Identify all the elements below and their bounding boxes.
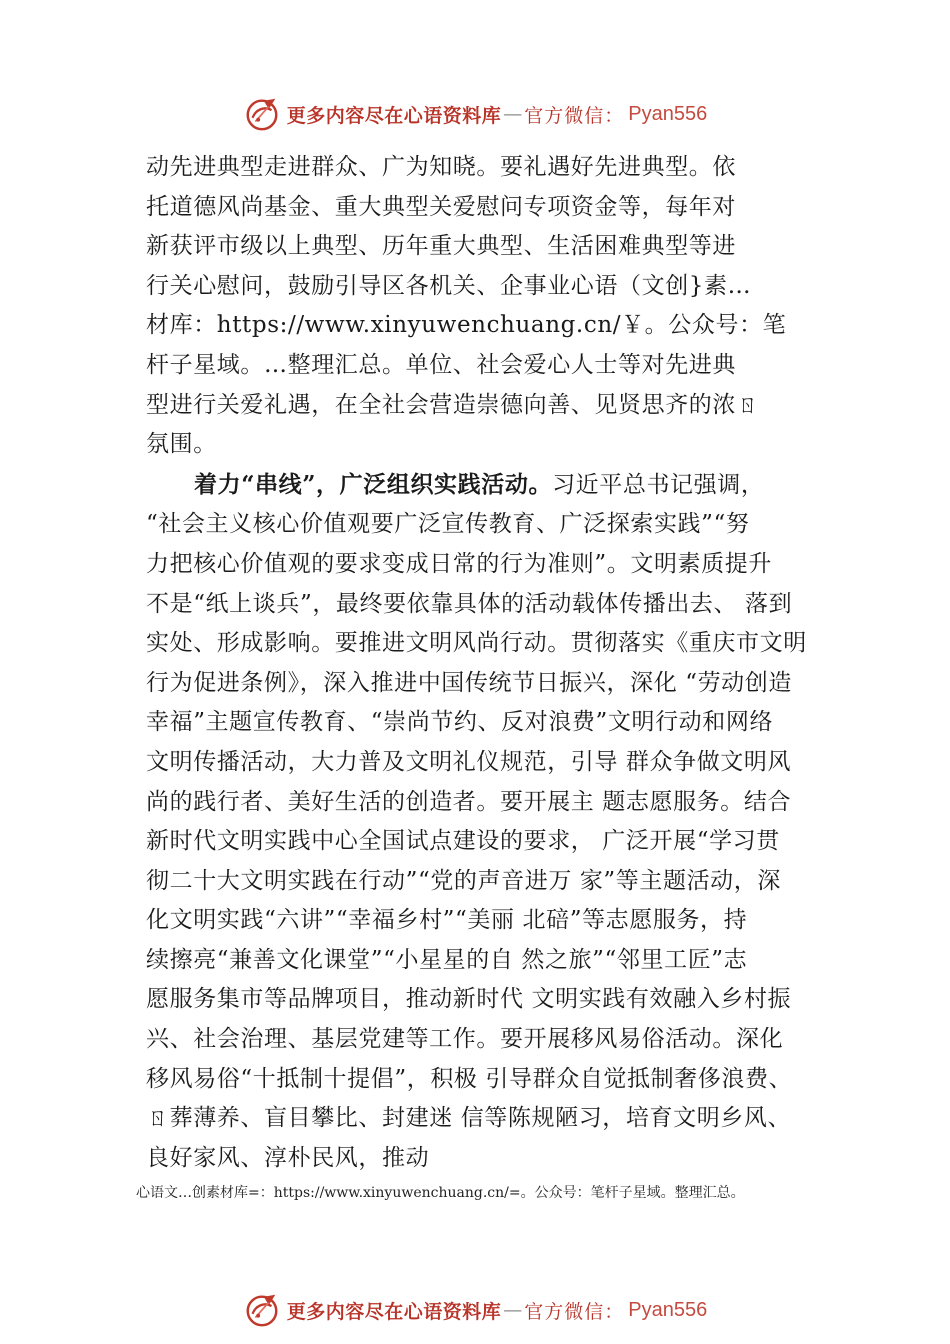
text-line: 移风易俗“十抵制十提倡”，积极 引导群众自觉抵制奢侈浪费、 xyxy=(146,1065,793,1092)
paragraph-1 xyxy=(146,148,836,465)
text-line: 型进行关爱礼遇，在全社会营造崇德向善、见贤思齐的浓ㄖ xyxy=(146,391,760,418)
text-line: 材库：https://www.xinyuwenchuang.cn/￥。公众号：笔 xyxy=(146,312,787,339)
banner-title: 更多内容尽在心语资料库 xyxy=(286,104,502,127)
logo-icon xyxy=(243,1291,281,1329)
paragraph-2-first-line xyxy=(146,465,836,506)
text-line: 新时代文明实践中心全国试点建设的要求， 广泛开展“学习贯 xyxy=(146,828,780,855)
text-line: 不是“纸上谈兵”，最终要依靠具体的活动载体传播出去、 落到 xyxy=(146,590,793,617)
text-line: 文明传播活动，大力普及文明礼仪规范，引导 群众争做文明风 xyxy=(146,748,792,775)
text-line: 良好家风、淳朴民风，推动 xyxy=(146,1144,430,1171)
text-line: 愿服务集市等品牌项目，推动新时代 文明实践有效融入乡村振 xyxy=(146,986,792,1013)
logo-icon xyxy=(243,95,281,133)
text-line: ㄖ葬薄养、盲目攀比、封建迷 信等陈规陋习，培育文明乡风、 xyxy=(146,1105,792,1132)
text-line: 续擦亮“兼善文化课堂”“小星星的自 然之旅”“邻里工匠”志 xyxy=(146,946,748,973)
text-line: 兴、社会治理、基层党建等工作。要开展移风易俗活动。深化 xyxy=(146,1026,784,1053)
text-line: 氛围。 xyxy=(146,431,217,458)
text-line: 幸福”主题宣传教育、“崇尚节约、反对浪费”文明行动和网络 xyxy=(146,709,774,736)
text-line: 动先进典型走进群众、广为知晓。要礼遇好先进典型。依 xyxy=(146,154,736,180)
text-line: 化文明实践“六讲”“幸福乡村”“美丽 北碚”等志愿服务，持 xyxy=(146,907,748,934)
text-line: “社会主义核心价值观要广泛宣传教育、广泛探索实践”“努 xyxy=(146,511,750,538)
banner-title: 更多内容尽在心语资料库 xyxy=(286,1300,502,1323)
text-line: 行为促进条例》，深入推进中国传统节日振兴，深化 “劳动创造 xyxy=(146,669,792,696)
text-line: 彻二十大文明实践在行动”“党的声音进万 家”等主题活动，深 xyxy=(146,867,781,894)
banner-separator: — xyxy=(503,103,523,125)
text-line: 力把核心价值观的要求变成日常的行为准则”。文明素质提升 xyxy=(146,550,772,577)
text-line: 新获评市级以上典型、历年重大典型、生活困难典型等进 xyxy=(146,233,736,260)
document-body xyxy=(146,148,836,1178)
banner-wechat-id: Pyan556 xyxy=(628,1298,708,1321)
paragraph-heading: 着力“串线”，广泛组织实践活动。 xyxy=(194,470,553,498)
footnote: 心语文…创素材库=：https://www.xinyuwenchuang.cn/=。公众号：笔杆子星域。整理汇总。 xyxy=(136,1185,745,1201)
paragraph-2 xyxy=(146,465,836,1179)
banner-separator: — xyxy=(503,1299,523,1321)
banner-wechat-label: 官方微信： xyxy=(524,104,625,127)
text-line: 杆子星域。…整理汇总。单位、社会爱心人士等对先进典 xyxy=(146,351,736,378)
text-line: 尚的践行者、美好生活的创造者。要开展主 题志愿服务。结合 xyxy=(146,788,792,815)
text-line: 实处、形成影响。要推进文明风尚行动。贯彻落实《重庆市文明 xyxy=(146,630,807,657)
text-line: 行关心慰问，鼓励引导区各机关、企事业心语（文创}素… xyxy=(146,272,752,299)
text-line: 托道德风尚基金、重大典型关爱慰问专项资金等，每年对 xyxy=(146,193,736,220)
banner-content xyxy=(243,1291,708,1329)
paragraph-first-line-text: 习近平总书记强调， xyxy=(552,471,765,498)
banner-wechat-id: Pyan556 xyxy=(628,102,708,125)
footer-banner xyxy=(0,1290,950,1330)
header-banner xyxy=(0,94,950,134)
banner-content xyxy=(243,95,708,133)
banner-wechat-label: 官方微信： xyxy=(524,1300,625,1323)
